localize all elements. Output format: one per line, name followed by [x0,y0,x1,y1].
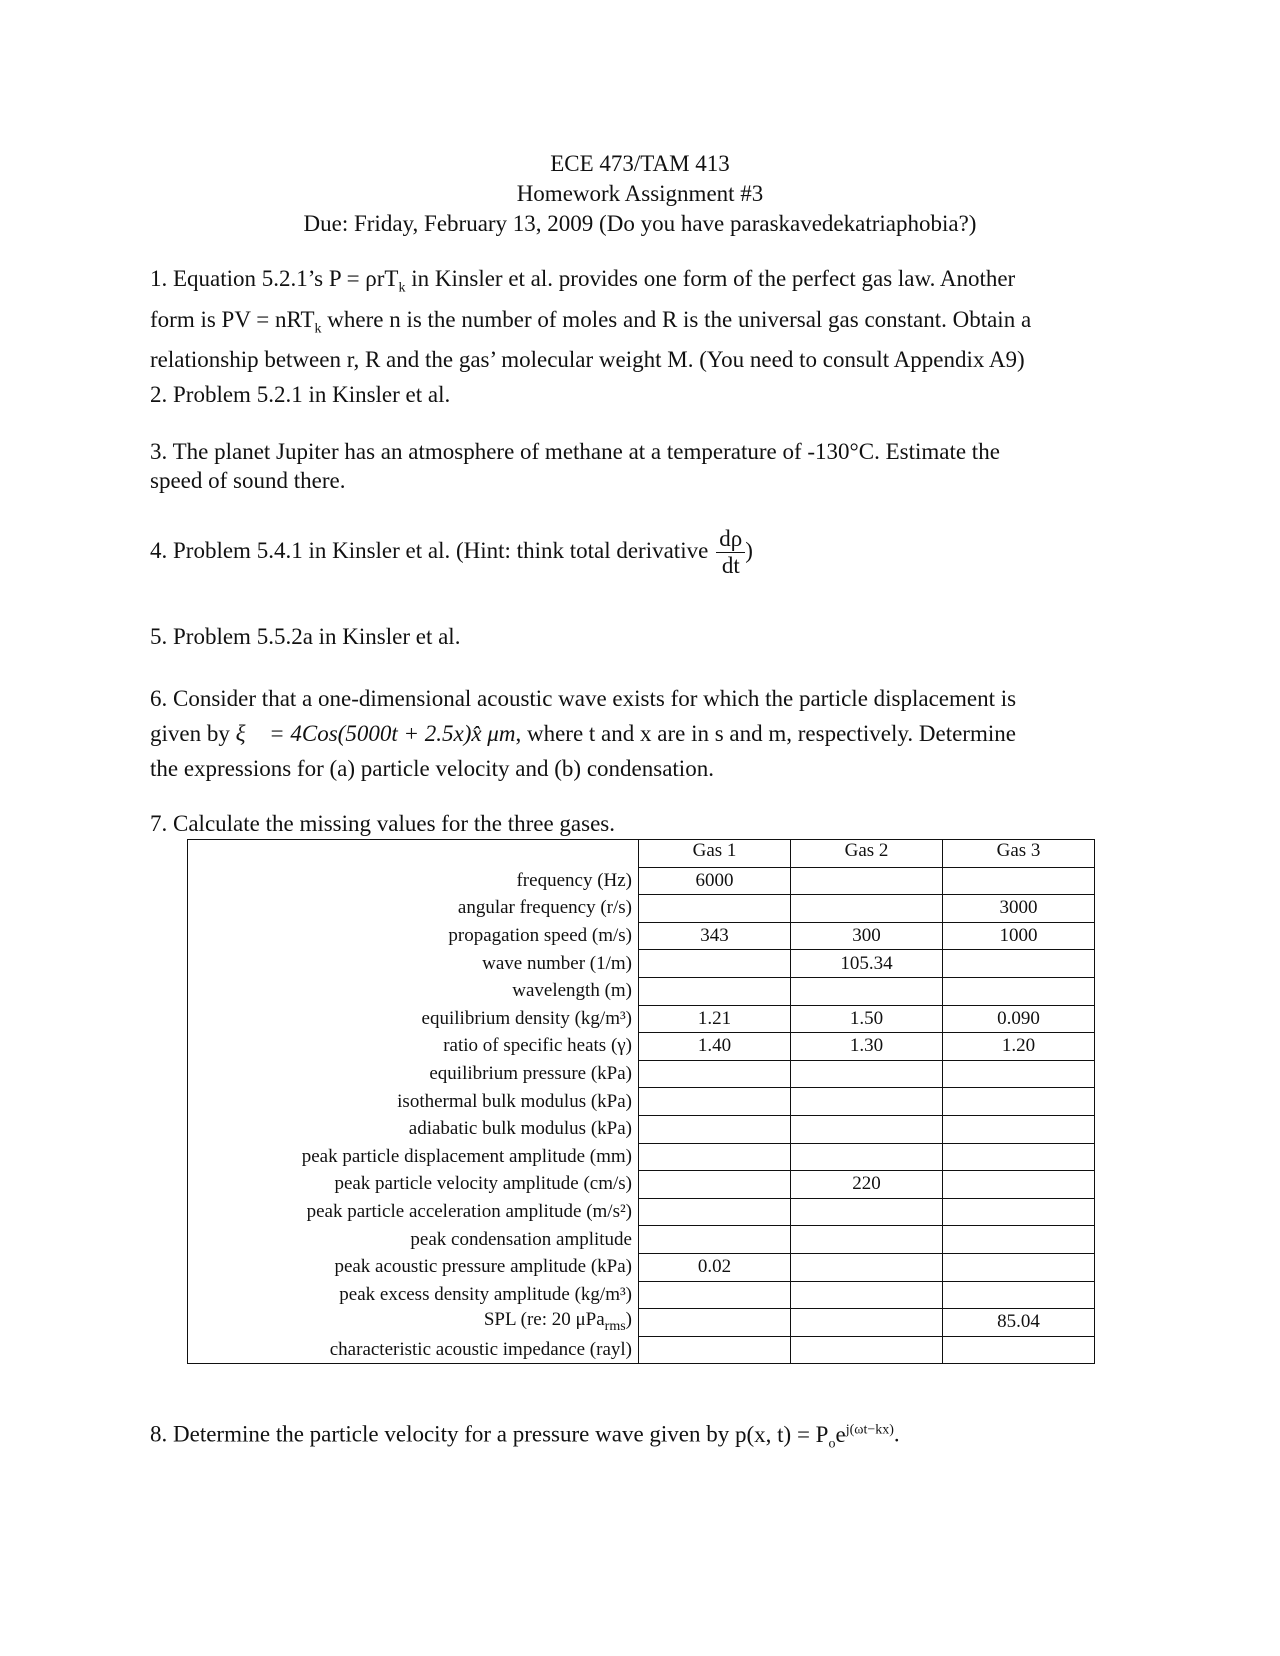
problem-5: 5. Problem 5.5.2a in Kinsler et al. [150,624,461,649]
row-label: SPL (re: 20 μPa$_{rms}$) [188,1309,639,1337]
cell-gas-1[interactable] [639,1226,791,1254]
problem-4 [150,526,1140,579]
cell-gas-3[interactable] [943,1253,1095,1281]
row-label: ratio of specific heats (γ) [188,1033,639,1061]
problem-3 [150,436,1140,496]
table-row [188,977,1095,1005]
gas-table [187,839,1095,1364]
row-label: wave number (1/m) [188,950,639,978]
cell-gas-3[interactable] [943,1171,1095,1199]
row-label: peak particle velocity amplitude (cm/s) [188,1171,639,1199]
row-label: angular frequency (r/s) [188,895,639,923]
problem-1-line-1: 1. Equation 5.2.1’s P = ρrT$_k$ in Kinsler et al. provides one form of the perfect gas law. Another [150,266,1016,296]
cell-gas-3[interactable] [943,1115,1095,1143]
cell-gas-1[interactable] [639,1143,791,1171]
cell-gas-2[interactable]: 300 [791,922,943,950]
cell-gas-1[interactable]: 6000 [639,867,791,895]
table-row [188,1198,1095,1226]
row-label: wavelength (m) [188,977,639,1005]
cell-gas-2[interactable] [791,1226,943,1254]
table-row [188,1088,1095,1116]
row-label: peak excess density amplitude (kg/m³) [188,1281,639,1309]
problem-8: 8. Determine the particle velocity for a pressure wave given by p(x, $t) = P_oe^{j(\omega t-kx)}$. [150,1421,900,1452]
cell-gas-1[interactable]: 1.40 [639,1033,791,1061]
cell-gas-2[interactable] [791,895,943,923]
fraction-denominator: dt [721,553,740,578]
cell-gas-2[interactable] [791,1088,943,1116]
table-corner [188,840,639,868]
cell-gas-3[interactable] [943,1143,1095,1171]
cell-gas-3[interactable]: 85.04 [943,1309,1095,1337]
table-row [188,1309,1095,1337]
problem-1 [150,263,1140,375]
problem-6 [150,681,1140,786]
drho-dt-fraction [716,526,745,579]
table-header-row [188,840,1095,868]
table-row [188,1033,1095,1061]
table-row [188,1253,1095,1281]
row-label: isothermal bulk modulus (kPa) [188,1088,639,1116]
row-label: peak condensation amplitude [188,1226,639,1254]
table-row [188,1336,1095,1364]
cell-gas-3[interactable] [943,950,1095,978]
due-date: Due: Friday, February 13, 2009 (Do you have paraskavedekatriaphobia?) [303,211,977,236]
cell-gas-1[interactable] [639,1115,791,1143]
cell-gas-3[interactable] [943,1281,1095,1309]
cell-gas-2[interactable] [791,1143,943,1171]
row-label: propagation speed (m/s) [188,922,639,950]
cell-gas-1[interactable] [639,1198,791,1226]
problem-1-line-3: relationship between r, R and the gas’ molecular weight M. (You need to consult Appendix A9) [150,347,1025,373]
table-row [188,1115,1095,1143]
cell-gas-2[interactable] [791,1309,943,1337]
row-label: frequency (Hz) [188,867,639,895]
course-title: ECE 473/TAM 413 [550,151,730,176]
row-label: characteristic acoustic impedance (rayl) [188,1336,639,1364]
cell-gas-3[interactable] [943,1336,1095,1364]
cell-gas-3[interactable]: 3000 [943,895,1095,923]
problem-4-close: ) [745,537,753,563]
cell-gas-2[interactable]: 1.50 [791,1005,943,1033]
problem-6-line-3: the expressions for (a) particle velocity and (b) condensation. [150,756,714,781]
table-row [188,867,1095,895]
row-label: adiabatic bulk modulus (kPa) [188,1115,639,1143]
pressure-wave-equation: p(x, $t) = P_oe^{j(\omega t-kx)}$ [735,1421,894,1452]
problem-2: 2. Problem 5.2.1 in Kinsler et al. [150,382,451,407]
cell-gas-3[interactable] [943,977,1095,1005]
cell-gas-3[interactable]: 0.090 [943,1005,1095,1033]
cell-gas-1[interactable] [639,1088,791,1116]
cell-gas-2[interactable] [791,867,943,895]
cell-gas-1[interactable] [639,950,791,978]
row-label: peak particle displacement amplitude (mm) [188,1143,639,1171]
row-label: equilibrium density (kg/m³) [188,1005,639,1033]
cell-gas-3[interactable] [943,1088,1095,1116]
column-gas-1: Gas 1 [639,840,791,868]
problem-4-text: 4. Problem 5.4.1 in Kinsler et al. (Hint: think total derivative [150,537,709,563]
cell-gas-2[interactable] [791,977,943,1005]
cell-gas-3[interactable]: 1.20 [943,1033,1095,1061]
row-label: peak acoustic pressure amplitude (kPa) [188,1253,639,1281]
table-row [188,922,1095,950]
cell-gas-1[interactable]: 1.21 [639,1005,791,1033]
cell-gas-2[interactable] [791,1060,943,1088]
assignment-title: Homework Assignment #3 [516,181,764,206]
problem-6-line-1: 6. Consider that a one-dimensional acoustic wave exists for which the particle displacement is [150,686,1017,711]
cell-gas-2[interactable] [791,1336,943,1364]
cell-gas-1[interactable] [639,1309,791,1337]
problem-1-line-2: form is PV = nRT$_k$ where n is the number of moles and R is the universal gas constant. Obtain a [150,306,1032,337]
table-row [188,1171,1095,1199]
cell-gas-1[interactable] [639,1171,791,1199]
row-label: peak particle acceleration amplitude (m/s²) [188,1198,639,1226]
cell-gas-1[interactable] [639,977,791,1005]
cell-gas-3[interactable] [943,1226,1095,1254]
cell-gas-1[interactable] [639,1060,791,1088]
cell-gas-1[interactable] [639,1281,791,1309]
cell-gas-3[interactable] [943,867,1095,895]
problem-8-text: 8. Determine the particle velocity for a pressure wave given by [150,1421,735,1447]
cell-gas-2[interactable]: 220 [791,1171,943,1199]
cell-gas-2[interactable] [791,1281,943,1309]
table-row [188,950,1095,978]
cell-gas-1[interactable] [639,895,791,923]
problem-6-line-2: given by ξ⃗ = 4Cos(5000t + 2.5x)x̂ μm, where t and x are in s and m, respectively. Determine [150,721,1016,746]
problem-3-line-1: 3. The planet Jupiter has an atmosphere of methane at a temperature of -130°C. Estimate the [150,439,1000,464]
problem-7: 7. Calculate the missing values for the three gases. [150,811,615,836]
cell-gas-3[interactable] [943,1198,1095,1226]
cell-gas-1[interactable]: 343 [639,922,791,950]
table-row [188,1143,1095,1171]
fraction-numerator: dρ [716,526,745,553]
table-row [188,1060,1095,1088]
column-gas-3: Gas 3 [943,840,1095,868]
table-row [188,1226,1095,1254]
cell-gas-2[interactable] [791,1253,943,1281]
column-gas-2: Gas 2 [791,840,943,868]
cell-gas-1[interactable] [639,1336,791,1364]
problem-3-line-2: speed of sound there. [150,468,346,493]
cell-gas-2[interactable]: 105.34 [791,950,943,978]
displacement-equation: ξ⃗ = 4Cos(5000t + 2.5x)x̂ μm [235,721,516,746]
cell-gas-1[interactable]: 0.02 [639,1253,791,1281]
cell-gas-3[interactable] [943,1060,1095,1088]
cell-gas-2[interactable] [791,1115,943,1143]
table-row [188,1281,1095,1309]
cell-gas-2[interactable] [791,1198,943,1226]
table-row [188,895,1095,923]
row-label: equilibrium pressure (kPa) [188,1060,639,1088]
table-row [188,1005,1095,1033]
cell-gas-2[interactable]: 1.30 [791,1033,943,1061]
cell-gas-3[interactable]: 1000 [943,922,1095,950]
